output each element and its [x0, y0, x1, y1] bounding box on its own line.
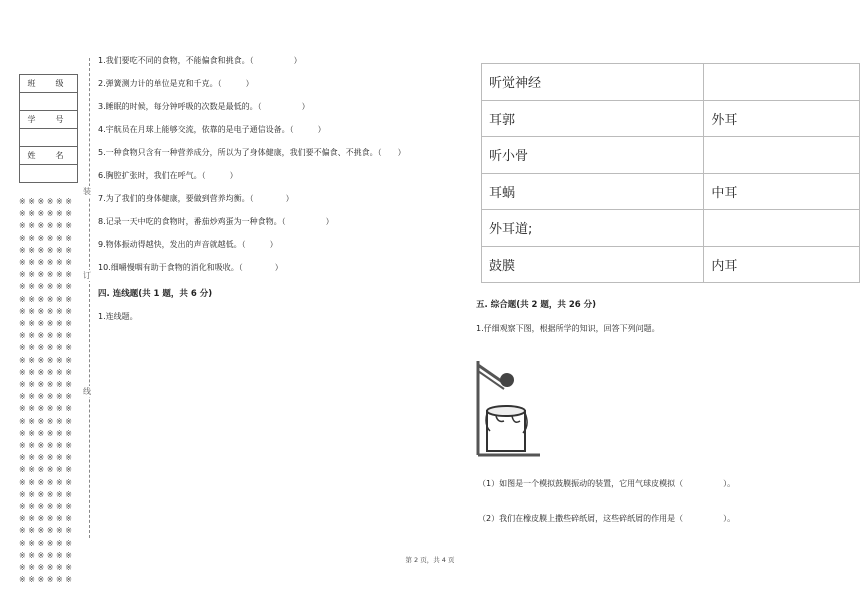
- info-field-class[interactable]: [20, 93, 77, 111]
- table-cell: [704, 210, 860, 247]
- section4-title: 四. 连线题(共 1 题，共 6 分): [98, 289, 213, 299]
- info-field-name[interactable]: [20, 165, 77, 182]
- table-row: [482, 64, 860, 101]
- section5-sub2: （2）我们在橡皮膜上撒些碎纸屑，这些碎纸屑的作用是（ ）。: [478, 514, 736, 523]
- binding-dashed-line: [89, 58, 90, 538]
- table-cell: [704, 64, 860, 101]
- table-cell: 听小骨: [482, 137, 704, 174]
- student-info-box: [19, 74, 78, 183]
- table-cell: 耳郭: [482, 100, 704, 137]
- section5-sub1: （1）如图是一个模拟鼓膜振动的装置，它用气球皮模拟（ ）。: [478, 479, 736, 488]
- judge-question-5: 5.一种食物只含有一种营养成分，所以为了身体健康，我们要不偏食、不挑食。（ ）: [98, 148, 406, 157]
- table-row: [482, 100, 860, 137]
- table-row: [482, 137, 860, 174]
- eardrum-model-illustration: [474, 355, 544, 460]
- table-cell: 鼓膜: [482, 246, 704, 283]
- table-cell: 中耳: [704, 173, 860, 210]
- binding-mark-1: 装: [83, 187, 91, 196]
- judge-question-8: 8.记录一天中吃的食物时，番茄炒鸡蛋为一种食物。（ ）: [98, 217, 334, 226]
- judge-question-3: 3.睡眠的时候，每分钟呼吸的次数是最低的。（ ）: [98, 102, 310, 111]
- judge-question-6: 6.胸腔扩张时，我们在呼气。（ ）: [98, 171, 238, 180]
- judge-question-4: 4.宇航员在月球上能够交流，依靠的是电子通信设备。（ ）: [98, 125, 326, 134]
- info-field-id[interactable]: [20, 129, 77, 147]
- section4-question: 1.连线题。: [98, 312, 138, 321]
- seal-pattern: ※ ※ ※ ※ ※ ※ ※ ※ ※ ※ ※ ※ ※ ※ ※ ※ ※ ※ ※ ※ ※ ※ ※ ※ ※ ※ ※ ※ ※ ※ ※ ※ ※ ※ ※ ※ ※ ※ ※ ※ ※ ※ ※ ※ ※ ※ ※ ※ ※ ※ ※ ※ ※ ※ ※ ※ ※ ※ ※ ※ ※ ※ ※ ※ ※ ※ ※ ※ ※ ※ ※ ※ ※ ※ ※ ※ ※ ※ ※ ※ ※ ※ ※ ※ ※ ※ ※ ※ ※ ※ ※ ※ ※ ※ ※ ※ ※ ※ ※ ※ ※ ※ ※ ※ ※ ※ ※ ※ ※ ※ ※ ※ ※ ※ ※ ※ ※ ※ ※ ※ ※ ※ ※ ※ ※ ※ ※ ※ ※ ※ ※ ※ ※ ※ ※ ※ ※ ※ ※ ※ ※ ※ ※ ※ ※ ※ ※ ※ ※ ※ ※ ※ ※ ※ ※ ※ ※ ※ ※ ※ ※ ※ ※ ※ ※ ※ ※ ※ ※ ※ ※ ※ ※ ※ ※ ※ ※ ※ ※ ※ ※ ※ ※ ※ ※ ※ ※ ※ ※ ※ ※ ※: [19, 197, 72, 582]
- section5-title: 五. 综合题(共 2 题，共 26 分): [476, 300, 597, 310]
- info-label-name: 姓 名: [20, 147, 77, 165]
- table-cell: 内耳: [704, 246, 860, 283]
- table-cell: 外耳: [704, 100, 860, 137]
- judge-question-7: 7.为了我们的身体健康，要做到营养均衡。（ ）: [98, 194, 294, 203]
- table-cell: 耳蜗: [482, 173, 704, 210]
- table-row: [482, 246, 860, 283]
- binding-mark-3: 线: [83, 387, 91, 396]
- judge-question-9: 9.物体振动得越快，发出的声音就越低。（ ）: [98, 240, 278, 249]
- info-label-class: 班 级: [20, 75, 77, 93]
- judge-question-1: 1.我们要吃不同的食物，不能偏食和挑食。（ ）: [98, 56, 302, 65]
- table-cell: 外耳道;: [482, 210, 704, 247]
- table-cell: 听觉神经: [482, 64, 704, 101]
- binding-mark-2: 订: [83, 271, 91, 280]
- judge-question-10: 10.细嚼慢咽有助于食物的消化和吸收。（ ）: [98, 263, 283, 272]
- matching-table: [481, 63, 860, 283]
- info-label-id: 学 号: [20, 111, 77, 129]
- table-row: [482, 173, 860, 210]
- table-cell: [704, 137, 860, 174]
- section5-question: 1.仔细观察下图，根据所学的知识，回答下列问题。: [476, 324, 660, 333]
- page-footer: 第 2 页，共 4 页: [405, 556, 455, 564]
- judge-question-2: 2.弹簧测力计的单位是克和千克。（ ）: [98, 79, 254, 88]
- table-row: [482, 210, 860, 247]
